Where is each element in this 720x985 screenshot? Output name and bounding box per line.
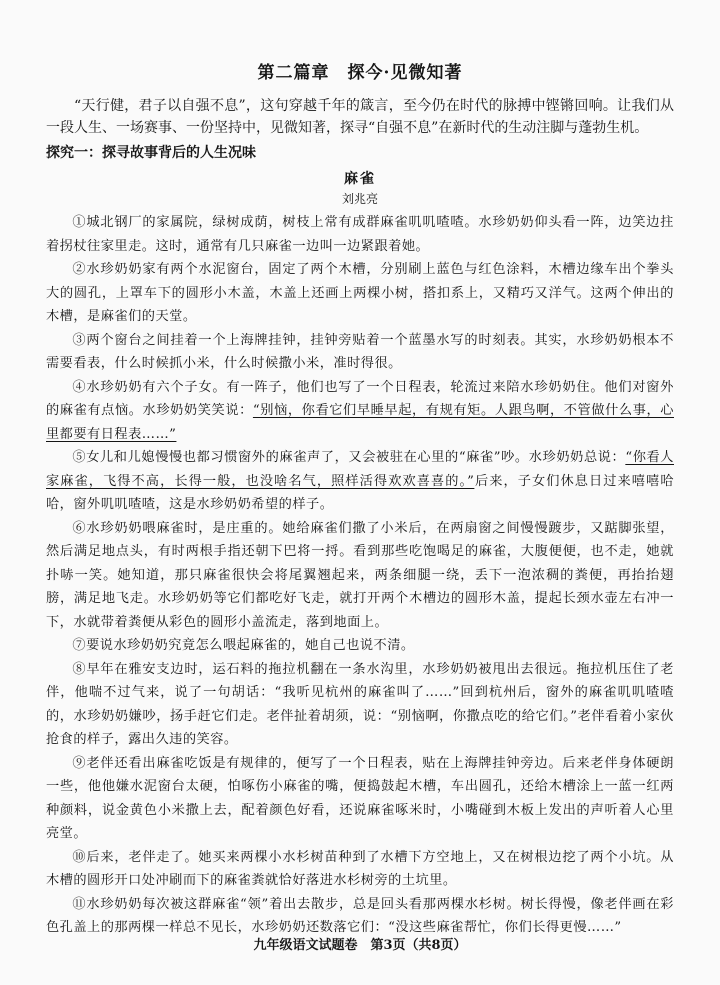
paragraph-2: ②水珍奶奶家有两个水泥窗台，固定了两个木槽，分别刷上蓝色与红色涂料，木槽边缘车出个拳头大的圆孔，上罩车下的圆形小木盖，木盖上还画上两棵小树，搭扣系上，又精巧又洋气。这两个伸出的木槽，是麻雀们的天堂。 [46, 262, 674, 324]
paragraph-5 [46, 446, 674, 517]
paragraph-5-text-c: 后来，子女们休息日过来嘻嘻哈哈，窗外叽叽喳喳，这是水珍奶奶希望的样子。 [46, 473, 675, 512]
paragraph-9: ⑨老伴还看出麻雀吃饭是有规律的，便写了一个日程表，贴在上海牌挂钟旁边。后来老伴身体硬朗一些，他他嫌水泥窗台太硬，怕啄伤小麻雀的嘴，便捣鼓起木槽，车出圆孔，还给木槽涂上一蓝一红两种颜料，说金黄色小米撒上去，配着颜色好看，还说麻雀啄米时，小嘴碰到木板上发出的声听着人心里亮堂。 [46, 755, 674, 841]
paragraph-5-text-a: ⑤女儿和儿媳慢慢也都习惯窗外的麻雀声了，又会被驻在心里的“麻雀”吵。水珍奶奶总说： [72, 450, 626, 465]
story-author: 刘兆亮 [341, 192, 378, 206]
paragraph-3: ③两个窗台之间挂着一个上海牌挂钟，挂钟旁贴着一个蓝墨水写的时刻表。其实，水珍奶奶根本不需要看表，什么时候抓小米，什么时候撒小米，准时得很。 [46, 332, 674, 371]
paragraph-7: ⑦要说水珍奶奶究竟怎么喂起麻雀的，她自己也说不清。 [72, 638, 415, 653]
paragraph-4-text: ④水珍奶奶有六个子女。有一阵子，他们也写了一个日程表，轮流过来陪水珍奶奶住。他们对窗外的麻雀有点恼。水珍奶奶笑笑说： [46, 379, 674, 418]
paragraph-8: ⑧早年在雅安支边时，运石料的拖拉机翻在一条水沟里，水珍奶奶被甩出去很远。拖拉机压住了老伴，他喘不过气来，说了一句胡话：“我听见杭州的麻雀叫了……”回到杭州后，窗外的麻雀叽叽喳喳的，水珍奶奶嫌吵，扬手赶它们走。老伴扯着胡须，说：“别恼啊，你撒点吃的给它们。”老伴看着小家伙抢食的样子，露出久违的笑容。 [46, 661, 674, 747]
paragraph-1: ①城北钢厂的家属院，绿树成荫，树枝上常有成群麻雀叽叽喳喳。水珍奶奶仰头看一阵，边笑边拄着拐杖往家里走。这时，通常有几只麻雀一边叫一边紧跟着她。 [46, 215, 674, 254]
intro-paragraph: “天行健，君子以自强不息”，这句穿越千年的箴言，至今仍在时代的脉搏中铿锵回响。让我们从一段人生、一场赛事、一份坚持中，见微知著，探寻“自强不息”在新时代的生动注脚与蓬勃生机。 [46, 98, 674, 136]
page-footer: 九年级语文试题卷 第3页（共8页） [253, 938, 467, 953]
underlined-quote-5: “你看人家麻雀，飞得不高，长得一般，也没啥名气，照样活得欢欢喜喜的。” [46, 450, 674, 489]
story-title: 麻雀 [344, 171, 376, 187]
section-title: 探究一：探寻故事背后的人生况味 [46, 145, 256, 161]
paragraph-6: ⑥水珍奶奶喂麻雀时，是庄重的。她给麻雀们撒了小米后，在两扇窗之间慢慢踱步，又踮脚张望，然后满足地点头，有时两根手指还朝下巴将一捋。看到那些吃饱喝足的麻雀，大腹便便，也不走，她就扑哧一笑。她知道，那只麻雀很快会将尾翼翘起来，两条细腿一绕，丢下一泡浓稠的粪便，再抬抬翅膀，满足地飞走。水珍奶奶等它们都吃好飞走，就打开两个木槽边的圆形木盖，提起长颈水壶左右冲一下，水就带着粪便从彩色的圆形小盖流走，落到地面上。 [46, 520, 674, 630]
paragraph-11: ⑪水珍奶奶每次被这群麻雀“领”着出去散步，总是回头看那两棵水杉树。树长得慢，像老伴画在彩色孔盖上的那两棵一样总不见长，水珍奶奶还数落它们：“没这些麻雀帮忙，你们长得更慢……” [46, 896, 674, 935]
paragraph-10: ⑩后来，老伴走了。她买来两棵小水杉树苗种到了水槽下方空地上，又在树根边挖了两个小坑。从木槽的圆形开口处冲刷而下的麻雀粪就恰好落进水杉树旁的土坑里。 [46, 849, 674, 888]
underlined-quote-4: “别恼，你看它们早睡早起，有规有矩。人跟鸟啊，不管做什么事，心里都要有日程表……” [46, 403, 674, 442]
chapter-title: 第二篇章 探今·见微知著 [257, 63, 463, 83]
paragraph-4 [46, 376, 674, 447]
